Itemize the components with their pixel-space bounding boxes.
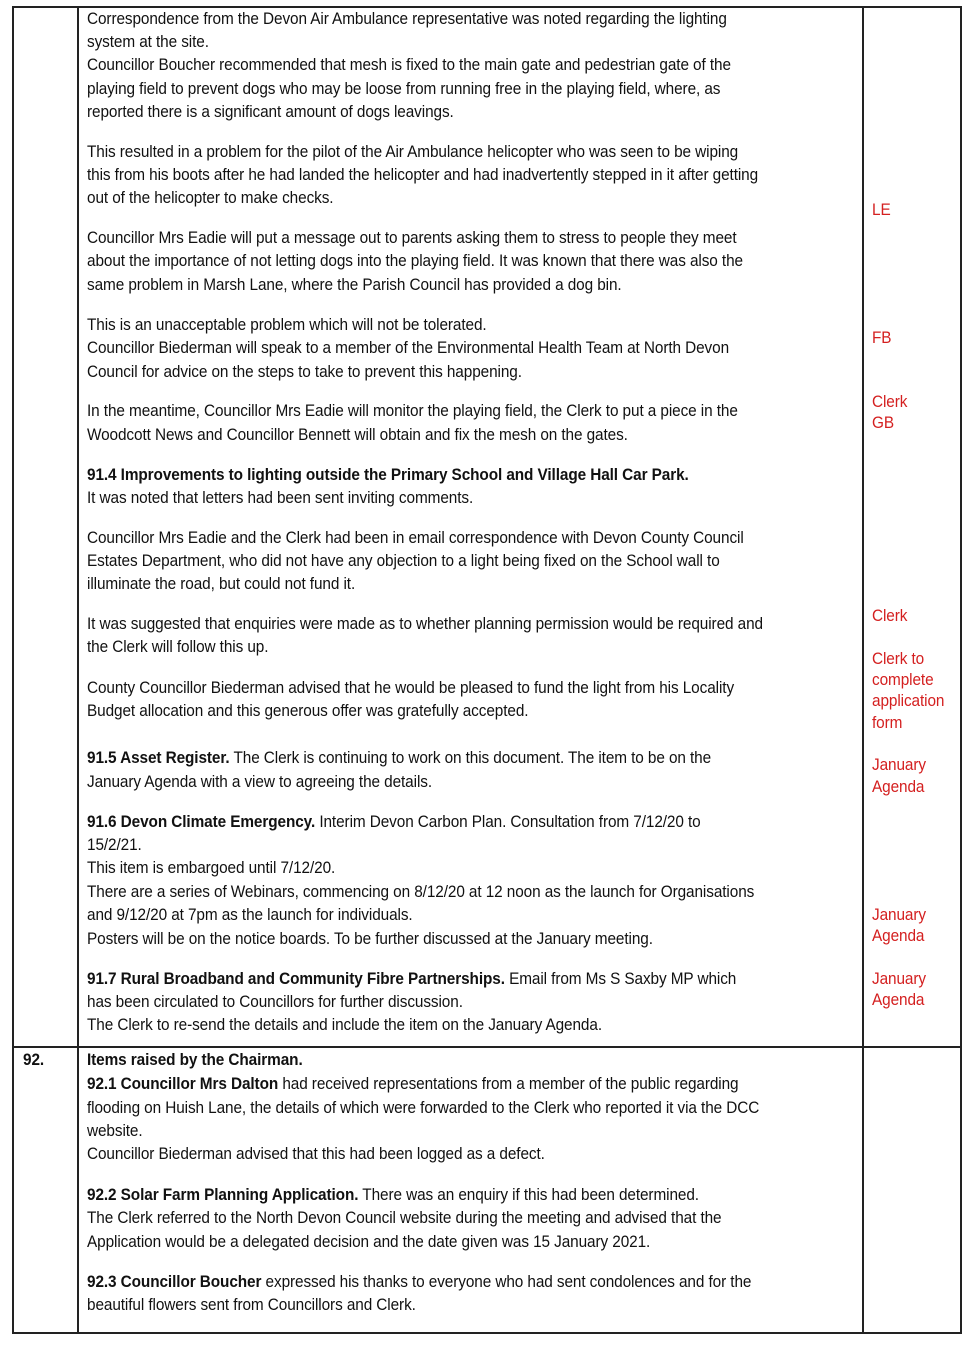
item-91-6-line: [87, 811, 701, 834]
text-line: Application would be a delegated decision and the date given was 15 January 2021.: [87, 1233, 651, 1251]
item-heading-91-6: 91.6 Devon Climate Emergency.: [87, 813, 316, 831]
text-line: and 9/12/20 at 7pm as the launch for individuals.: [87, 906, 413, 924]
text-line: January Agenda with a view to agreeing the details.: [87, 773, 433, 791]
item-text: There was an enquiry if this had been determined.: [358, 1186, 699, 1204]
text-line: website.: [87, 1122, 143, 1140]
action-owner: complete: [872, 671, 934, 689]
text-line: Budget allocation and this generous offer was gratefully accepted.: [87, 702, 529, 720]
action-owner: Agenda: [872, 778, 925, 796]
text-line: out of the helicopter to make checks.: [87, 189, 334, 207]
action-owner: January: [872, 756, 926, 774]
item-91-7-line: [87, 968, 736, 991]
text-line: The Clerk to re-send the details and include the item on the January Agenda.: [87, 1016, 602, 1034]
text-line: Councillor Mrs Eadie and the Clerk had been in email correspondence with Devon County Council: [87, 529, 744, 547]
text-line: Estates Department, who did not have any objection to a light being fixed on the School wall to: [87, 552, 720, 570]
row-divider: [14, 1046, 960, 1048]
action-owner: form: [872, 714, 903, 732]
column-divider-number: [77, 8, 79, 1332]
item-text: Interim Devon Carbon Plan. Consultation from 7/12/20 to: [315, 813, 701, 831]
text-line: Councillor Biederman advised that this had been logged as a defect.: [87, 1145, 545, 1163]
action-owner: Clerk: [872, 607, 908, 625]
text-line: Correspondence from the Devon Air Ambulance representative was noted regarding the lighting: [87, 10, 727, 28]
action-owner: Agenda: [872, 927, 925, 945]
item-heading-91-4: 91.4 Improvements to lighting outside the Primary School and Village Hall Car Park.: [87, 466, 689, 484]
text-line: There are a series of Webinars, commencing on 8/12/20 at 12 noon as the launch for Organisations: [87, 883, 755, 901]
row-title: Items raised by the Chairman.: [87, 1051, 303, 1069]
item-text: Email from Ms S Saxby MP which: [504, 970, 737, 988]
text-line: about the importance of not letting dogs into the playing field. It was known that there was also the: [87, 252, 743, 270]
action-owner: FB: [872, 329, 892, 347]
item-text: The Clerk is continuing to work on this document. The item to be on the: [229, 749, 712, 767]
item-92-3-line: [87, 1271, 751, 1294]
text-line: illuminate the road, but could not fund it.: [87, 575, 356, 593]
text-line: system at the site.: [87, 33, 209, 51]
text-line: same problem in Marsh Lane, where the Parish Council has provided a dog bin.: [87, 276, 622, 294]
text-line: It was noted that letters had been sent inviting comments.: [87, 489, 474, 507]
action-owner: application: [872, 692, 945, 710]
item-91-5-line: [87, 747, 711, 770]
text-line: the Clerk will follow this up.: [87, 638, 269, 656]
text-line: The Clerk referred to the North Devon Council website during the meeting and advised that the: [87, 1209, 722, 1227]
item-92-2-line: [87, 1184, 699, 1207]
item-heading-91-5: 91.5 Asset Register.: [87, 749, 230, 767]
text-line: reported there is a significant amount of dogs leavings.: [87, 103, 454, 121]
text-line: In the meantime, Councillor Mrs Eadie will monitor the playing field, the Clerk to put a piece in the: [87, 402, 738, 420]
action-owner: GB: [872, 414, 894, 432]
text-line: Councillor Biederman will speak to a member of the Environmental Health Team at North Devon: [87, 339, 730, 357]
item-heading-92-2: 92.2 Solar Farm Planning Application.: [87, 1186, 359, 1204]
item-text: expressed his thanks to everyone who had sent condolences and for the: [261, 1273, 752, 1291]
text-line: beautiful flowers sent from Councillors and Clerk.: [87, 1296, 416, 1314]
text-line: It was suggested that enquiries were made as to whether planning permission would be required and: [87, 615, 763, 633]
action-owner: January: [872, 970, 926, 988]
text-line: Council for advice on the steps to take to prevent this happening.: [87, 363, 522, 381]
action-owner: Clerk to: [872, 650, 925, 668]
item-92-1-line: [87, 1073, 738, 1096]
text-line: Councillor Mrs Eadie will put a message out to parents asking them to stress to people they meet: [87, 229, 737, 247]
text-line: Woodcott News and Councillor Bennett will obtain and fix the mesh on the gates.: [87, 426, 628, 444]
item-number: 92.: [23, 1051, 45, 1069]
item-heading-92-1: 92.1 Councillor Mrs Dalton: [87, 1075, 279, 1093]
text-line: has been circulated to Councillors for further discussion.: [87, 993, 463, 1011]
item-heading-91-7: 91.7 Rural Broadband and Community Fibre Partnerships.: [87, 970, 505, 988]
text-line: 15/2/21.: [87, 836, 142, 854]
text-line: This resulted in a problem for the pilot of the Air Ambulance helicopter who was seen to be wiping: [87, 143, 739, 161]
action-owner: January: [872, 906, 926, 924]
text-line: This item is embargoed until 7/12/20.: [87, 859, 336, 877]
text-line: Posters will be on the notice boards. To be further discussed at the January meeting.: [87, 930, 653, 948]
text-line: Councillor Boucher recommended that mesh is fixed to the main gate and pedestrian gate of the: [87, 56, 731, 74]
action-owner: Agenda: [872, 991, 925, 1009]
text-line: flooding on Huish Lane, the details of which were forwarded to the Clerk who reported it via the DCC: [87, 1099, 760, 1117]
action-owner: LE: [872, 201, 891, 219]
text-line: County Councillor Biederman advised that he would be pleased to fund the light from his Locality: [87, 679, 735, 697]
text-line: This is an unacceptable problem which will not be tolerated.: [87, 316, 487, 334]
column-divider-action: [862, 8, 864, 1332]
item-text: had received representations from a member of the public regarding: [278, 1075, 739, 1093]
item-heading-92-3: 92.3 Councillor Boucher: [87, 1273, 262, 1291]
action-owner: Clerk: [872, 393, 908, 411]
text-line: playing field to prevent dogs who may be loose from running free in the playing field, where, as: [87, 80, 721, 98]
text-line: this from his boots after he had landed the helicopter and had inadvertently stepped in it after getting: [87, 166, 759, 184]
